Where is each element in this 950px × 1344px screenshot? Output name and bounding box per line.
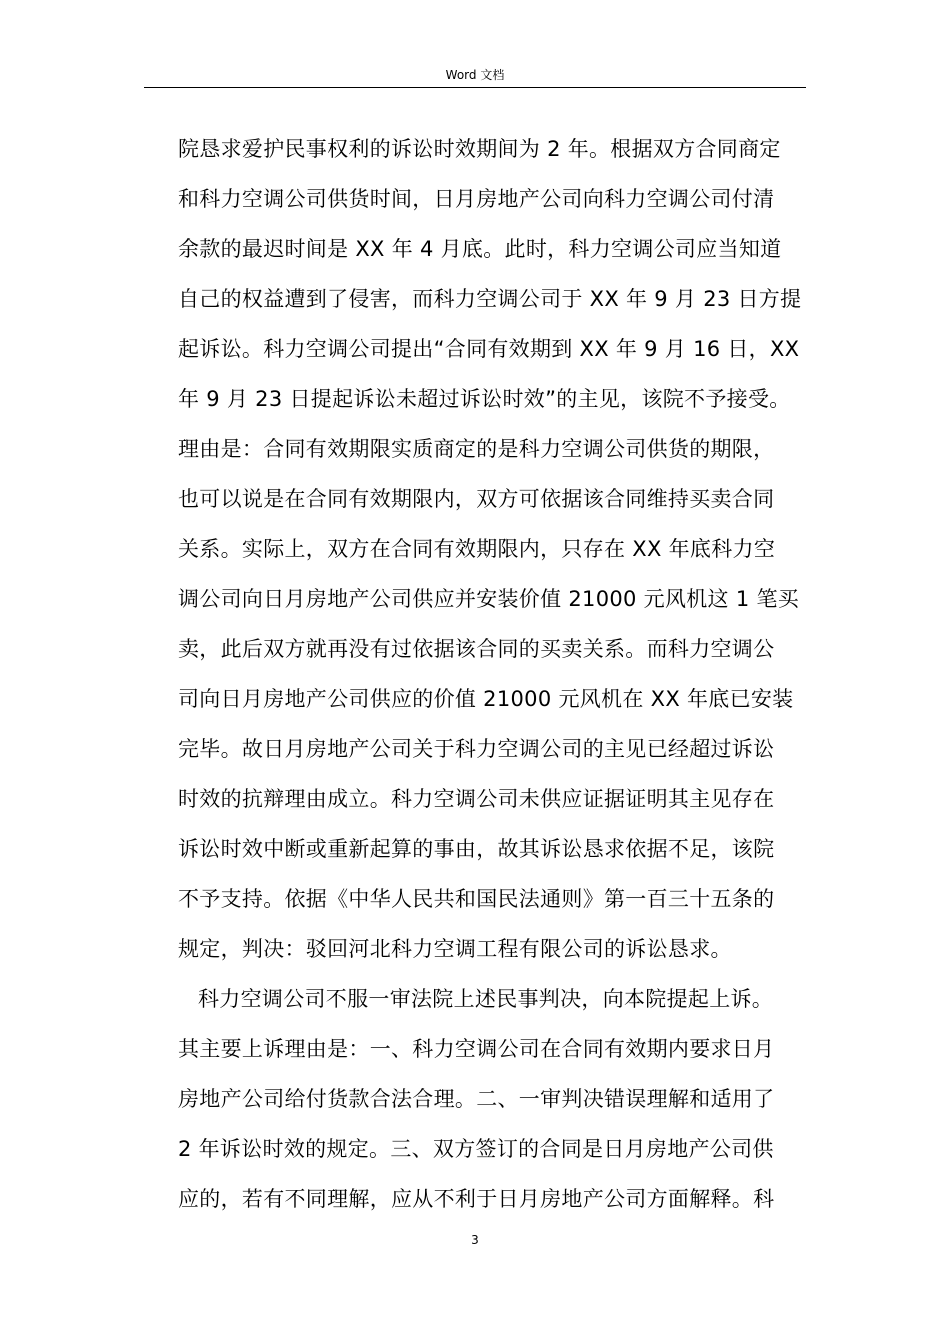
- text-line: 诉讼时效中断或重新起算的事由，故其诉讼恳求依据不足，该院: [178, 837, 775, 861]
- document-body: [178, 124, 808, 1224]
- document-header-title: Word 文档: [445, 68, 505, 82]
- text-line: 卖，此后双方就再没有过依据该合同的买卖关系。而科力空调公: [178, 637, 775, 661]
- text-line: 年 9 月 23 日提起诉讼未超过诉讼时效”的主见，该院不予接受。: [178, 387, 791, 411]
- text-line: 余款的最迟时间是 XX 年 4 月底。此时，科力空调公司应当知道: [178, 237, 782, 261]
- text-line: 应的，若有不同理解，应从不利于日月房地产公司方面解释。科: [178, 1187, 775, 1211]
- text-line: 和科力空调公司供货时间，日月房地产公司向科力空调公司付清: [178, 187, 775, 211]
- text-line: 理由是：合同有效期限实质商定的是科力空调公司供货的期限，: [178, 437, 775, 461]
- text-line: 房地产公司给付货款合法合理。二、一审判决错误理解和适用了: [178, 1087, 775, 1111]
- text-line: 不予支持。依据《中华人民共和国民法通则》第一百三十五条的: [178, 887, 775, 911]
- text-line: 起诉讼。科力空调公司提出“合同有效期到 XX 年 9 月 16 日，XX: [178, 337, 800, 361]
- text-line: 其主要上诉理由是：一、科力空调公司在合同有效期内要求日月: [178, 1037, 775, 1061]
- text-line: 规定，判决：驳回河北科力空调工程有限公司的诉讼恳求。: [178, 937, 732, 961]
- text-line: 关系。实际上，双方在合同有效期限内，只存在 XX 年底科力空: [178, 537, 776, 561]
- text-line: 调公司向日月房地产公司供应并安装价值 21000 元风机这 1 笔买: [178, 587, 800, 611]
- text-line: 时效的抗辩理由成立。科力空调公司未供应证据证明其主见存在: [178, 787, 775, 811]
- text-line: 也可以说是在合同有效期限内，双方可依据该合同维持买卖合同: [178, 487, 775, 511]
- page-number: 3: [471, 1233, 479, 1247]
- text-line: 2 年诉讼时效的规定。三、双方签订的合同是日月房地产公司供: [178, 1137, 774, 1161]
- text-line: 院恳求爱护民事权利的诉讼时效期间为 2 年。根据双方合同商定: [178, 137, 781, 161]
- paragraph-start-line: 科力空调公司不服一审法院上述民事判决，向本院提起上诉。: [198, 987, 774, 1011]
- header-divider: [144, 87, 806, 88]
- text-line: 司向日月房地产公司供应的价值 21000 元风机在 XX 年底已安装: [178, 687, 794, 711]
- text-line: 自己的权益遭到了侵害，而科力空调公司于 XX 年 9 月 23 日方提: [178, 287, 802, 311]
- text-line: 完毕。故日月房地产公司关于科力空调公司的主见已经超过诉讼: [178, 737, 775, 761]
